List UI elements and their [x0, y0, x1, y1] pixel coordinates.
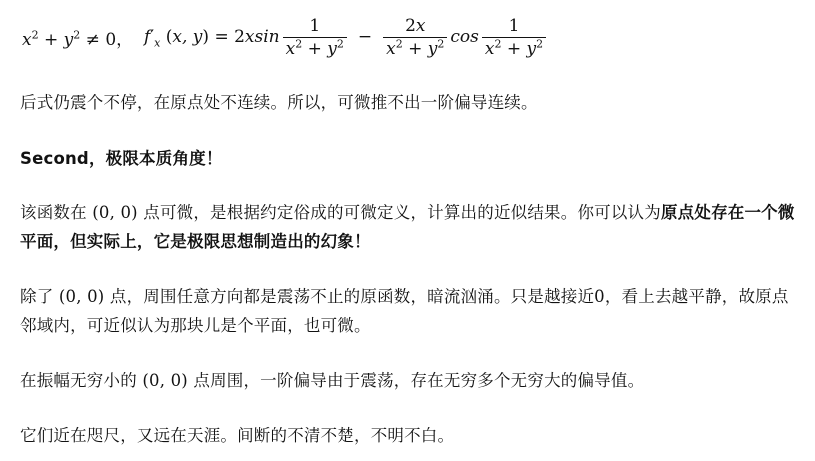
p3-origin-math: (0, 0): [92, 203, 138, 222]
p5-origin-math: (0, 0): [142, 371, 188, 390]
fraction-2-numerator: 2x: [405, 15, 426, 36]
section-heading-second: Second，极限本质角度！: [20, 149, 223, 168]
formula-cos: cos: [450, 27, 479, 47]
p4-zero-math: 0: [594, 287, 605, 306]
fraction-1-numerator: 1: [309, 15, 321, 36]
p3-text-b: 点可微，是根据约定俗成的可微定义，计算出的近似结果。你可以认为: [137, 203, 661, 222]
p4-origin-math: (0, 0): [58, 287, 105, 306]
formula-minus: −: [357, 27, 373, 47]
formula-fraction-3: [482, 16, 546, 59]
p3-bold-conclusion: 原点处存在一个微平面，但实际上，它是极限思想制造出的幻象！: [20, 203, 795, 251]
p4-text-b: 点，周围任意方向都是震荡不止的原函数，暗流汹涌。只是越接近: [104, 287, 595, 306]
fraction-3-numerator: 1: [508, 15, 520, 36]
fraction-1-denominator: $x^2 + y^2$: [283, 37, 347, 59]
p4-text-a: 除了: [20, 287, 59, 306]
formula-derivative-lhs: $f'_x$ (x, y) = 2xsin: [143, 27, 280, 50]
formula-condition: $x^2 + y^2 \ne 0$，: [22, 27, 134, 50]
paragraph-infinite-partials: [20, 366, 805, 395]
fraction-2-denominator: $x^2 + y^2$: [383, 37, 447, 59]
formula-block: [22, 8, 549, 66]
p4-text-c: ，看上去越平静，故原点邻域内，可近似认为那块儿是个平面，也可微。: [20, 287, 789, 335]
formula-fraction-2: [383, 16, 447, 59]
paragraph-discontinuity: 后式仍震个不停，在原点处不连续。所以，可微推不出一阶偏导连续。: [20, 93, 538, 112]
formula-fraction-1: [283, 16, 347, 59]
fraction-3-denominator: $x^2 + y^2$: [482, 37, 546, 59]
paragraph-differentiable: [20, 198, 805, 256]
paragraph-oscillation: [20, 282, 805, 340]
p3-text-a: 该函数在: [20, 203, 93, 222]
p5-text-a: 在振幅无穷小的: [20, 371, 143, 390]
paragraph-closing: 它们近在咫尺，又远在天涯。间断的不清不楚，不明不白。: [20, 426, 455, 445]
p5-text-b: 点周围，一阶偏导由于震荡，存在无穷多个无穷大的偏导值。: [187, 371, 645, 390]
